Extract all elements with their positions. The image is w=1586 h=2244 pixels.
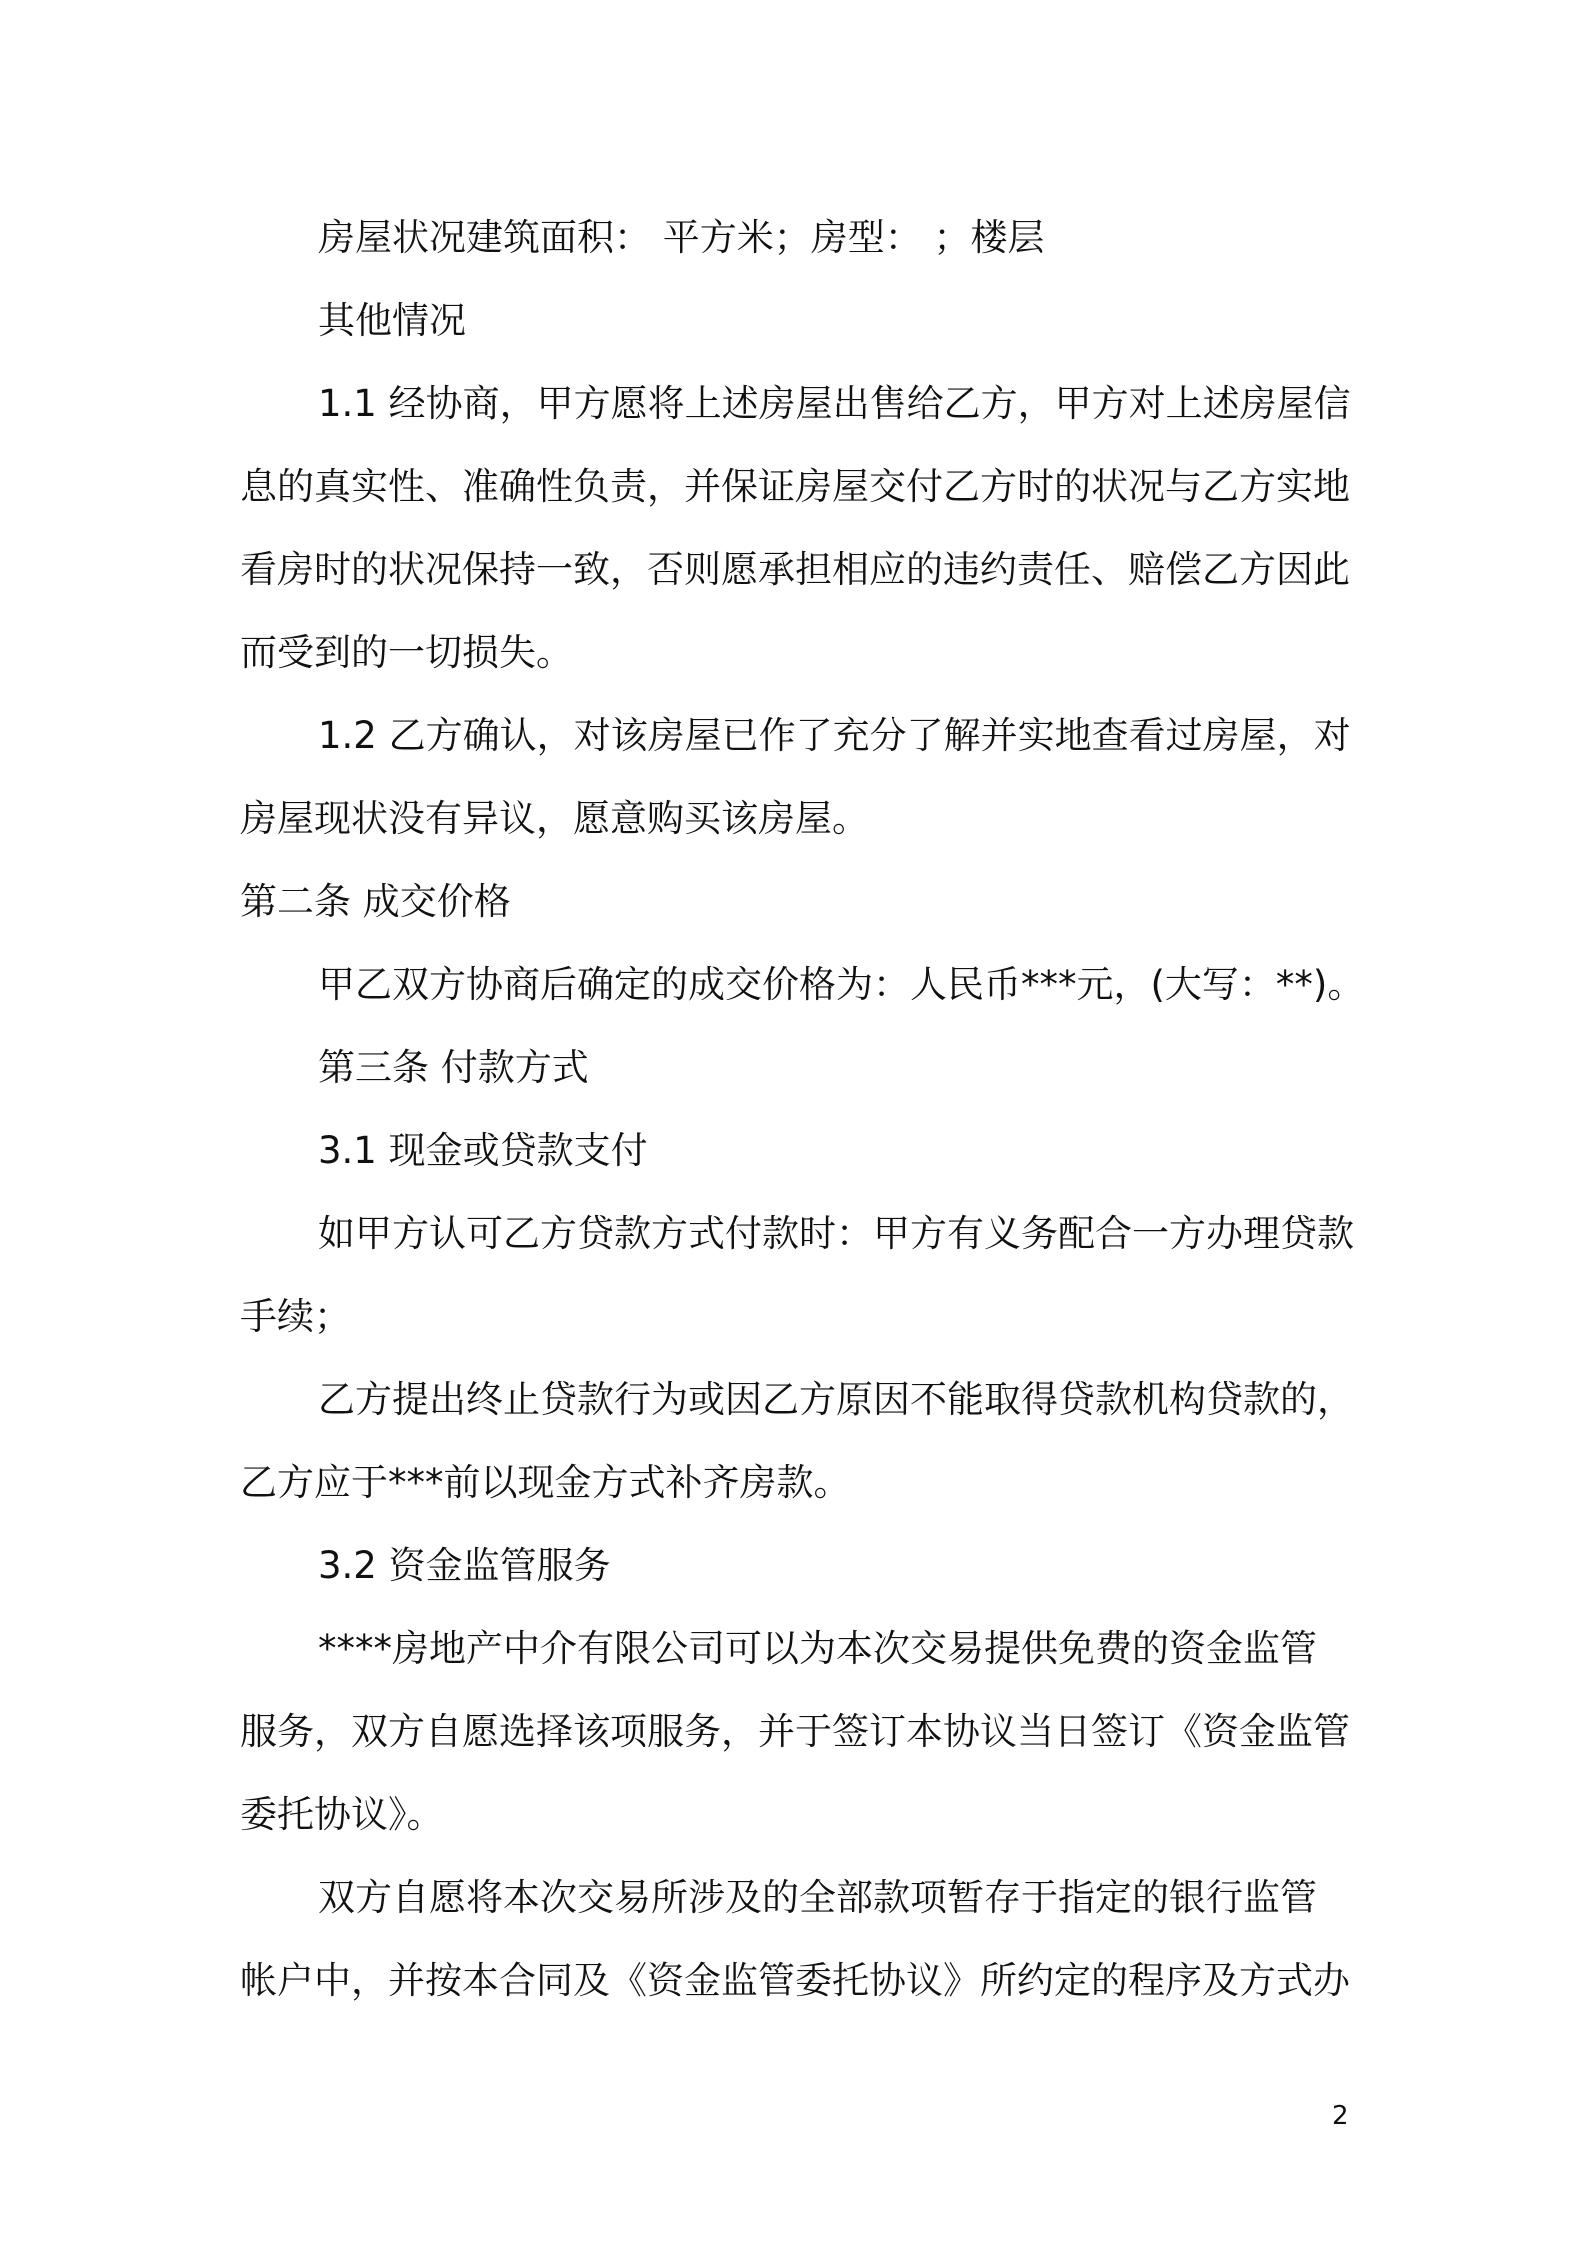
text-line: 房屋现状没有异议，愿意购买该房屋。 (240, 797, 869, 840)
text-line: 乙方提出终止贷款行为或因乙方原因不能取得贷款机构贷款的， (318, 1378, 1354, 1421)
text-line: 看房时的状况保持一致，否则愿承担相应的违约责任、赔偿乙方因此 (240, 548, 1350, 591)
text-line: 房屋状况建筑面积： 平方米；房型： ；楼层 (318, 216, 1045, 259)
text-line: 如甲方认可乙方贷款方式付款时：甲方有义务配合一方办理贷款 (318, 1212, 1354, 1255)
section-heading: 第二条 成交价格 (240, 880, 511, 923)
text-line: 服务，双方自愿选择该项服务，并于签订本协议当日签订《资金监管 (240, 1710, 1350, 1753)
subsection-heading: 3.2 资金监管服务 (318, 1544, 611, 1587)
section-heading: 第三条 付款方式 (318, 1046, 589, 1089)
text-line: 帐户中，并按本合同及《资金监管委托协议》所约定的程序及方式办 (240, 1959, 1350, 2002)
text-line: 而受到的一切损失。 (240, 631, 573, 674)
text-line: 双方自愿将本次交易所涉及的全部款项暂存于指定的银行监管 (318, 1876, 1317, 1919)
text-line: 其他情况 (318, 299, 466, 342)
text-line: 1.2 乙方确认，对该房屋已作了充分了解并实地查看过房屋，对 (318, 714, 1351, 757)
text-line: 息的真实性、准确性负责，并保证房屋交付乙方时的状况与乙方实地 (240, 465, 1350, 508)
text-line: 委托协议》。 (240, 1793, 444, 1836)
text-line: 甲乙双方协商后确定的成交价格为：人民币***元，(大写：**)。 (318, 963, 1365, 1006)
text-line: 乙方应于***前以现金方式补齐房款。 (240, 1461, 851, 1504)
page-number: 2 (1332, 2101, 1349, 2131)
subsection-heading: 3.1 现金或贷款支付 (318, 1129, 648, 1172)
text-line: 1.1 经协商，甲方愿将上述房屋出售给乙方，甲方对上述房屋信 (318, 382, 1351, 425)
document-body (240, 196, 1365, 2022)
text-line: ****房地产中介有限公司可以为本次交易提供免费的资金监管 (318, 1627, 1317, 1670)
text-line: 手续； (240, 1295, 351, 1338)
